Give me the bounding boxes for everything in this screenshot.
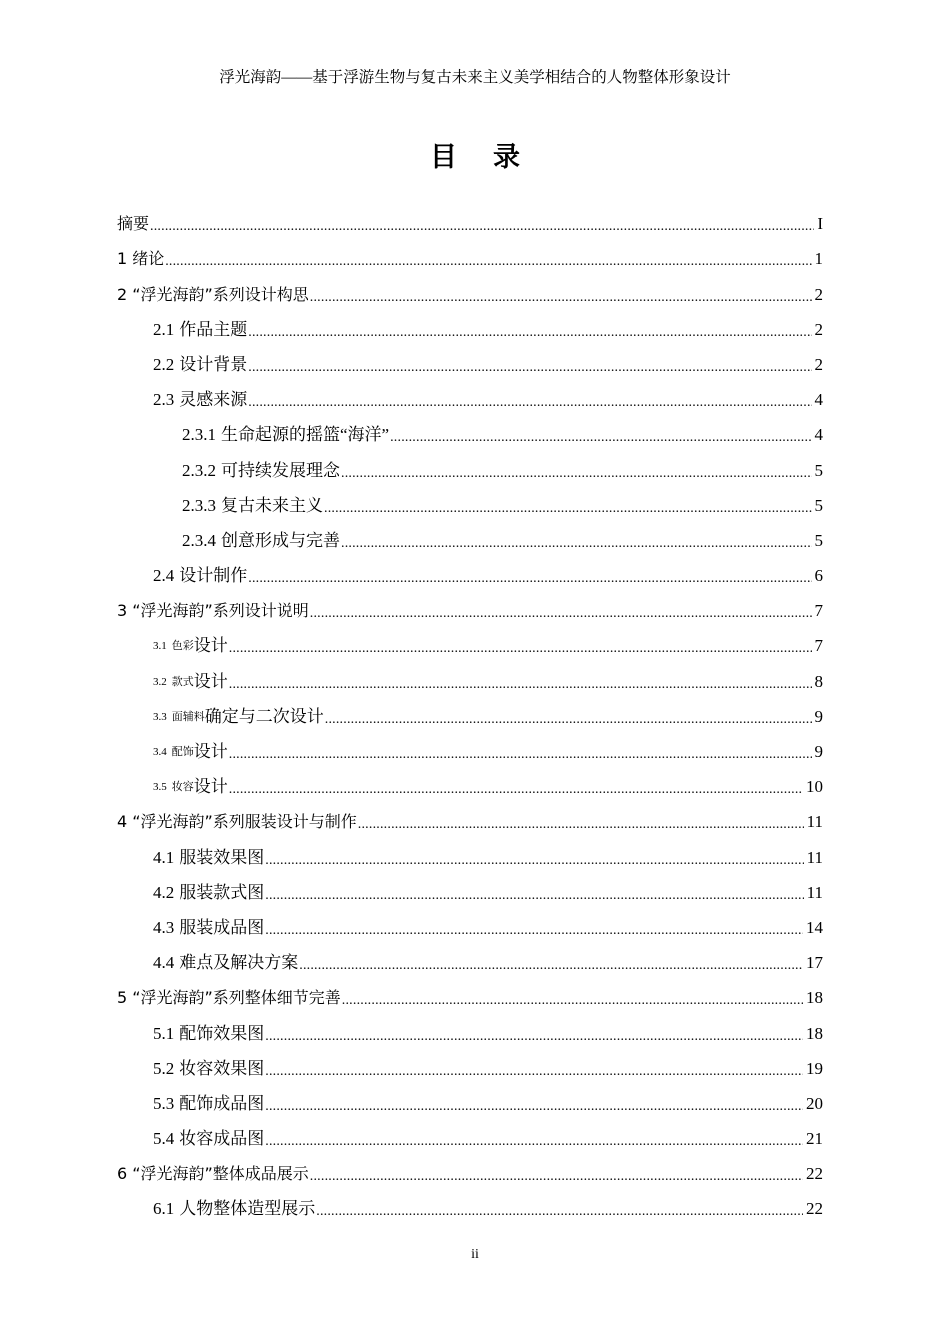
dot-leader [229,743,812,763]
dot-leader [325,708,812,728]
toc-entry-number: 5.2 [153,1058,175,1078]
toc-entry[interactable] [117,1150,823,1185]
toc-entry-label-prefix: 面辅料 [171,710,205,723]
toc-entry[interactable] [117,270,823,305]
dot-leader [324,497,812,517]
toc-entry-label: 灵感来源 [179,390,248,410]
toc-entry-number: 2.3.3 [182,495,216,515]
toc-entry-page: 9 [814,742,823,761]
toc-entry-page: 5 [814,460,823,480]
dot-leader [248,567,811,587]
toc-entry-page: 4 [814,425,823,445]
dot-leader [150,215,814,235]
toc-entry-label: “浮光海韵”系列设计说明 [132,601,309,621]
dot-leader [310,286,812,306]
toc-entry[interactable] [117,376,823,411]
toc-entry-page: I [817,214,823,234]
toc-entry[interactable] [117,1045,823,1080]
toc-entry[interactable] [117,306,823,341]
toc-entry-number: 3.2 [153,675,167,688]
toc-entry-label: “浮光海韵”系列设计构思 [132,284,309,304]
dot-leader [341,532,812,552]
dot-leader [229,637,812,657]
toc-entry-page: 1 [814,249,823,269]
toc-entry-number: 3.4 [153,746,167,758]
toc-entry-label: 配饰成品图 [179,1093,265,1113]
toc-entry-number: 1 [117,249,128,269]
toc-entry-number: 2.4 [153,566,175,586]
toc-entry[interactable] [117,446,823,481]
toc-entry[interactable] [117,411,823,446]
toc-entry-page: 18 [806,1023,823,1043]
toc-entry[interactable] [117,482,823,517]
toc-entry-page: 10 [806,777,823,797]
toc-entry-number: 2.3.4 [182,530,216,550]
dot-leader [165,250,811,270]
toc-entry[interactable] [117,341,823,376]
toc-entry-page: 21 [806,1129,823,1149]
toc-entry-page: 7 [814,601,823,621]
dot-leader [265,1095,803,1115]
toc-entry-page: 17 [806,953,823,973]
toc-entry-label: 设计 [193,671,228,691]
toc-entry-number: 2.3.2 [182,460,216,480]
toc-entry-number: 5.3 [153,1093,175,1113]
toc-entry-label: 设计 [193,636,228,656]
toc-entry-page: 14 [806,917,823,937]
toc-entry-number: 2.1 [153,319,175,339]
running-header: 浮光海韵——基于浮游生物与复古未来主义美学相结合的人物整体形象设计 [219,69,731,86]
toc-entry-label: 摘要 [117,214,150,234]
toc-entry-label-prefix: 色彩 [171,640,194,653]
dot-leader [299,954,803,974]
toc-entry-number: 5.1 [153,1023,175,1043]
toc-entry-number: 3.3 [153,710,167,723]
toc-entry-label: 妆容成品图 [179,1129,265,1149]
toc-entry-page: 20 [806,1093,823,1113]
toc-entry-label: 确定与二次设计 [204,706,324,726]
toc-entry-number: 3.1 [153,640,167,653]
toc-entry-page: 6 [814,566,823,586]
dot-leader [265,1060,803,1080]
toc-entry[interactable] [117,693,823,728]
dot-leader [390,426,811,446]
toc-entry[interactable] [117,869,823,904]
toc-entry-number: 2.3.1 [182,425,216,445]
toc-entry-label: 难点及解决方案 [179,953,299,973]
dot-leader [358,813,804,833]
toc-entry-label: 妆容效果图 [179,1058,265,1078]
toc-entry-page: 8 [814,671,823,691]
toc-entry-number: 4.3 [153,917,175,937]
toc-entry[interactable] [117,552,823,587]
toc-entry-number: 4.1 [153,847,175,867]
toc-entry[interactable] [117,517,823,552]
toc-entry-page: 4 [814,390,823,410]
toc-entry-label: 可持续发展理念 [221,460,340,480]
toc-entry-page: 2 [814,354,823,374]
toc-entry-page: 22 [806,1199,823,1219]
toc-entry-label: 绪论 [132,249,165,269]
dot-leader [316,1200,803,1220]
toc-entry-number: 3.5 [153,781,167,794]
toc-entry[interactable] [117,1009,823,1044]
toc-entry-number: 4.4 [153,953,175,973]
toc-entry[interactable] [117,974,823,1009]
toc-entry-number: 5 [117,988,128,1008]
toc-entry[interactable] [117,763,823,798]
toc-entry[interactable] [117,798,823,833]
toc-entry[interactable] [117,200,823,235]
toc-entry-label: 设计 [193,742,228,761]
dot-leader [265,884,803,904]
toc-entry-label: 服装效果图 [179,847,265,867]
toc-entry[interactable] [117,587,823,622]
dot-leader [229,673,812,693]
toc-entry-number: 2.2 [153,354,175,374]
toc-entry-label: “浮光海韵”系列服装设计与制作 [132,812,357,832]
table-of-contents [117,200,823,1220]
dot-leader [265,1130,803,1150]
toc-entry-page: 11 [806,847,823,867]
toc-entry-page: 22 [806,1164,823,1184]
toc-entry-label-prefix: 妆容 [171,781,194,794]
dot-leader [341,462,812,482]
dot-leader [229,778,803,798]
toc-entry-label: 服装款式图 [179,882,265,902]
toc-entry-label: 设计背景 [179,354,248,374]
toc-entry[interactable] [117,622,823,657]
toc-title [0,140,950,176]
toc-entry[interactable] [117,904,823,939]
toc-title-char-1: 目 [430,142,457,173]
toc-title-char-2: 录 [493,142,520,173]
toc-entry-label: 作品主题 [179,319,248,339]
toc-entry-number: 5.4 [153,1129,175,1149]
toc-entry-page: 7 [814,636,823,656]
page-number: ii [471,1247,479,1262]
toc-entry-page: 2 [814,284,823,304]
toc-entry-number: 6 [117,1164,128,1184]
dot-leader [248,391,811,411]
toc-entry[interactable] [117,235,823,270]
dot-leader [265,849,803,869]
toc-entry-number: 4 [117,812,128,832]
dot-leader [310,602,812,622]
toc-entry-number: 4.2 [153,882,175,902]
toc-entry[interactable] [117,939,823,974]
toc-entry-page: 18 [806,988,823,1008]
toc-entry-label: “浮光海韵”系列整体细节完善 [132,988,341,1008]
toc-entry-label: 服装成品图 [179,917,265,937]
toc-entry[interactable] [117,657,823,692]
toc-entry-label-prefix: 配饰 [171,746,194,758]
dot-leader [342,989,803,1009]
toc-entry-number: 2.3 [153,390,175,410]
toc-entry-page: 11 [806,812,823,832]
toc-entry-page: 11 [806,882,823,902]
toc-entry-page: 19 [806,1058,823,1078]
toc-entry-number: 2 [117,284,128,304]
toc-entry[interactable] [117,1115,823,1150]
dot-leader [265,919,803,939]
toc-entry-label: 人物整体造型展示 [179,1199,316,1219]
toc-entry-label: “浮光海韵”整体成品展示 [132,1164,309,1184]
toc-entry-page: 5 [814,530,823,550]
toc-entry-page: 5 [814,495,823,515]
toc-entry[interactable] [117,1185,823,1220]
dot-leader [248,356,811,376]
dot-leader [265,1025,803,1045]
dot-leader [310,1165,803,1185]
toc-entry-number: 6.1 [153,1199,175,1219]
toc-entry-label: 设计 [193,777,228,797]
toc-entry[interactable] [117,728,823,763]
toc-entry-page: 9 [814,706,823,726]
toc-entry-number: 3 [117,601,128,621]
toc-entry-label: 复古未来主义 [221,495,323,515]
toc-entry-label: 设计制作 [179,566,248,586]
toc-entry-label: 生命起源的摇篮“海洋” [221,425,390,445]
toc-entry-label-prefix: 款式 [171,675,194,688]
toc-entry[interactable] [117,833,823,868]
toc-entry-label: 配饰效果图 [179,1023,265,1043]
toc-entry[interactable] [117,1080,823,1115]
toc-entry-label: 创意形成与完善 [221,530,340,550]
toc-entry-page: 2 [814,319,823,339]
dot-leader [248,321,811,341]
